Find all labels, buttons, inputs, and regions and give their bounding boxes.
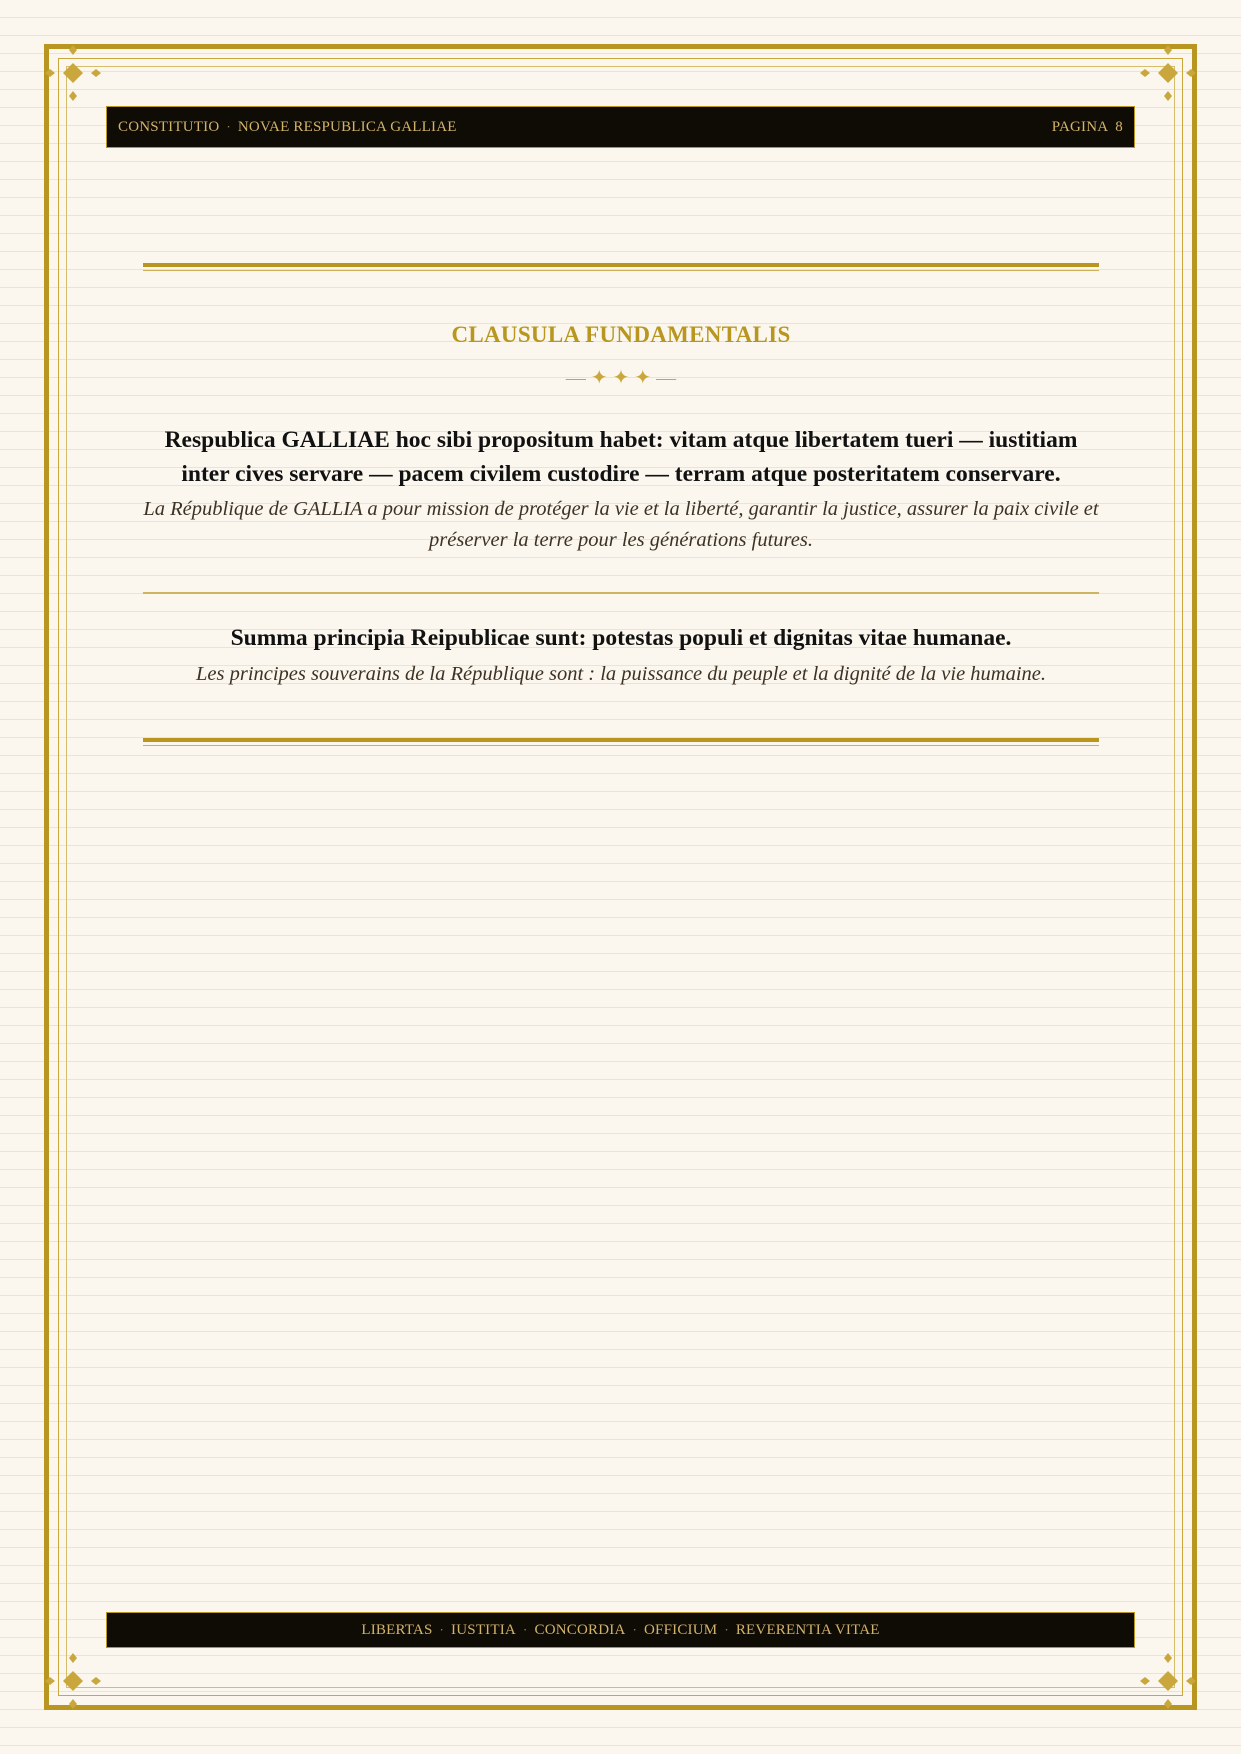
section-top-rule (143, 263, 1099, 272)
footer-separator: · (724, 1622, 729, 1637)
footer-separator: · (632, 1622, 638, 1637)
clause-1-french: La République de GALLIA a pour mission de protéger la vie et la liberté, garantir la justice, assurer la paix civile et préserver la terre pour les générations futures. (143, 498, 1099, 551)
document-title (118, 119, 457, 136)
corner-ornament-top-right (1136, 41, 1200, 105)
title-ornament: — ✦ ✦ ✦ — (565, 367, 677, 389)
footer-motto: LIBERTAS (361, 1621, 433, 1638)
page-number-value: 8 (1115, 118, 1123, 135)
clause-divider (143, 592, 1099, 594)
header-title-part1: CONSTITUTIO (118, 118, 220, 135)
footer-motto: REVERENTIA VITAE (735, 1621, 880, 1638)
header-separator: · (226, 119, 231, 134)
footer-separator: · (522, 1622, 528, 1637)
footer-motto: IUSTITIA (451, 1621, 516, 1638)
running-header (106, 106, 1135, 148)
footer-separator: · (439, 1622, 445, 1637)
corner-ornament-bottom-right (1136, 1649, 1200, 1713)
footer-motto: CONCORDIA (534, 1621, 626, 1638)
section-bottom-rule (143, 738, 1099, 747)
page-border-inner (66, 66, 1175, 1688)
page-label: PAGINA (1051, 118, 1109, 135)
section-title: CLAUSULA FUNDAMENTALIS (451, 322, 791, 347)
page-number (1052, 119, 1123, 136)
running-footer (106, 1612, 1135, 1648)
header-title-part2: NOVAE RESPUBLICA GALLIAE (237, 118, 457, 135)
footer-motto: OFFICIUM (644, 1621, 718, 1638)
corner-ornament-top-left (41, 41, 105, 105)
clause-1-latin: Respublica GALLIAE hoc sibi propositum habet: vitam atque libertatem tueri — iustitiam inter cives servare — pacem civilem custodire — terram atque posteritatem conservare. (164, 427, 1078, 487)
clause-2-latin: Summa principia Reipublicae sunt: potestas populi et dignitas vitae humanae. (230, 625, 1012, 651)
clause-2-french: Les principes souverains de la République sont : la puissance du peuple et la dignité de la vie humaine. (195, 663, 1047, 685)
corner-ornament-bottom-left (41, 1649, 105, 1713)
